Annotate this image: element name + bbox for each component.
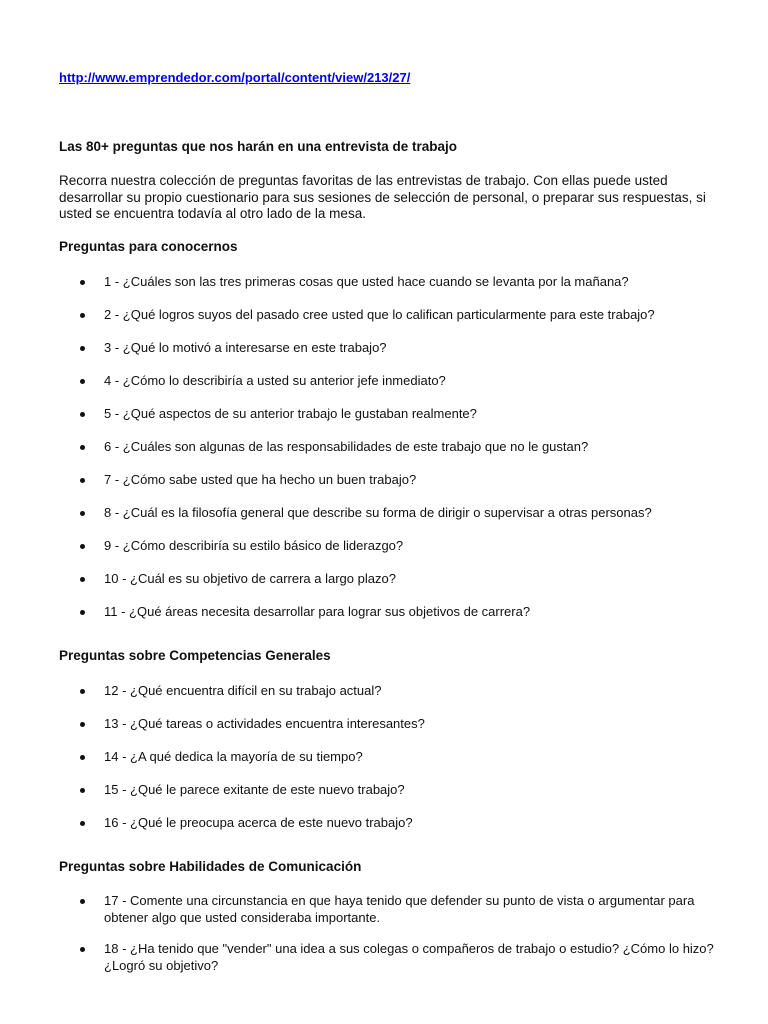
question-item: 17 - Comente una circunstancia en que haya tenido que defender su punto de vista o argumentar para obtener algo que usted consideraba importante. <box>104 893 695 925</box>
bullet-icon <box>80 899 85 904</box>
question-item: 7 - ¿Cómo sabe usted que ha hecho un buen trabajo? <box>104 472 417 487</box>
bullet-icon <box>80 821 85 826</box>
question-item: 16 - ¿Qué le preocupa acerca de este nuevo trabajo? <box>104 815 413 830</box>
bullet-icon <box>80 511 85 516</box>
question-item: 5 - ¿Qué aspectos de su anterior trabajo le gustaban realmente? <box>104 406 477 421</box>
question-item: 9 - ¿Cómo describiría su estilo básico de liderazgo? <box>104 538 404 553</box>
question-item: 10 - ¿Cuál es su objetivo de carrera a largo plazo? <box>104 571 396 586</box>
bullet-icon <box>80 412 85 417</box>
question-item: 15 - ¿Qué le parece exitante de este nuevo trabajo? <box>104 782 405 797</box>
bullet-icon <box>80 947 85 952</box>
bullet-icon <box>80 544 85 549</box>
question-item: 8 - ¿Cuál es la filosofía general que describe su forma de dirigir o supervisar a otras personas? <box>104 505 652 520</box>
question-item: 3 - ¿Qué lo motivó a interesarse en este trabajo? <box>104 340 387 355</box>
bullet-icon <box>80 755 85 760</box>
question-item: 1 - ¿Cuáles son las tres primeras cosas que usted hace cuando se levanta por la mañana? <box>104 274 629 289</box>
bullet-icon <box>80 577 85 582</box>
section-heading-conocernos: Preguntas para conocernos <box>59 239 238 254</box>
bullet-icon <box>80 346 85 351</box>
question-item: 4 - ¿Cómo lo describiría a usted su anterior jefe inmediato? <box>104 373 446 388</box>
section-heading-comunicacion: Preguntas sobre Habilidades de Comunicación <box>59 859 362 874</box>
bullet-icon <box>80 478 85 483</box>
bullet-icon <box>80 445 85 450</box>
intro-paragraph: Recorra nuestra colección de preguntas favoritas de las entrevistas de trabajo. Con ellas puede usted desarrollar su propio cuestionario para sus sesiones de selección de personal, o preparar sus respuestas, si usted se encuentra todavía al otro lado de la mesa. <box>59 173 706 221</box>
bullet-icon <box>80 379 85 384</box>
bullet-icon <box>80 280 85 285</box>
question-item: 2 - ¿Qué logros suyos del pasado cree usted que lo califican particularmente para este trabajo? <box>104 307 655 322</box>
source-link[interactable]: http://www.emprendedor.com/portal/content/view/213/27/ <box>59 70 411 85</box>
bullet-icon <box>80 788 85 793</box>
document-title: Las 80+ preguntas que nos harán en una entrevista de trabajo <box>59 139 457 154</box>
question-item: 18 - ¿Ha tenido que "vender" una idea a sus colegas o compañeros de trabajo o estudio? ¿Cómo lo hizo? ¿Logró su objetivo? <box>104 941 714 973</box>
question-item: 12 - ¿Qué encuentra difícil en su trabajo actual? <box>104 683 382 698</box>
question-item: 6 - ¿Cuáles son algunas de las responsabilidades de este trabajo que no le gustan? <box>104 439 589 454</box>
section-heading-competencias: Preguntas sobre Competencias Generales <box>59 648 331 663</box>
question-item: 13 - ¿Qué tareas o actividades encuentra interesantes? <box>104 716 425 731</box>
bullet-icon <box>80 722 85 727</box>
question-item: 14 - ¿A qué dedica la mayoría de su tiempo? <box>104 749 363 764</box>
bullet-icon <box>80 689 85 694</box>
bullet-icon <box>80 610 85 615</box>
bullet-icon <box>80 313 85 318</box>
question-item: 11 - ¿Qué áreas necesita desarrollar para lograr sus objetivos de carrera? <box>104 604 531 619</box>
